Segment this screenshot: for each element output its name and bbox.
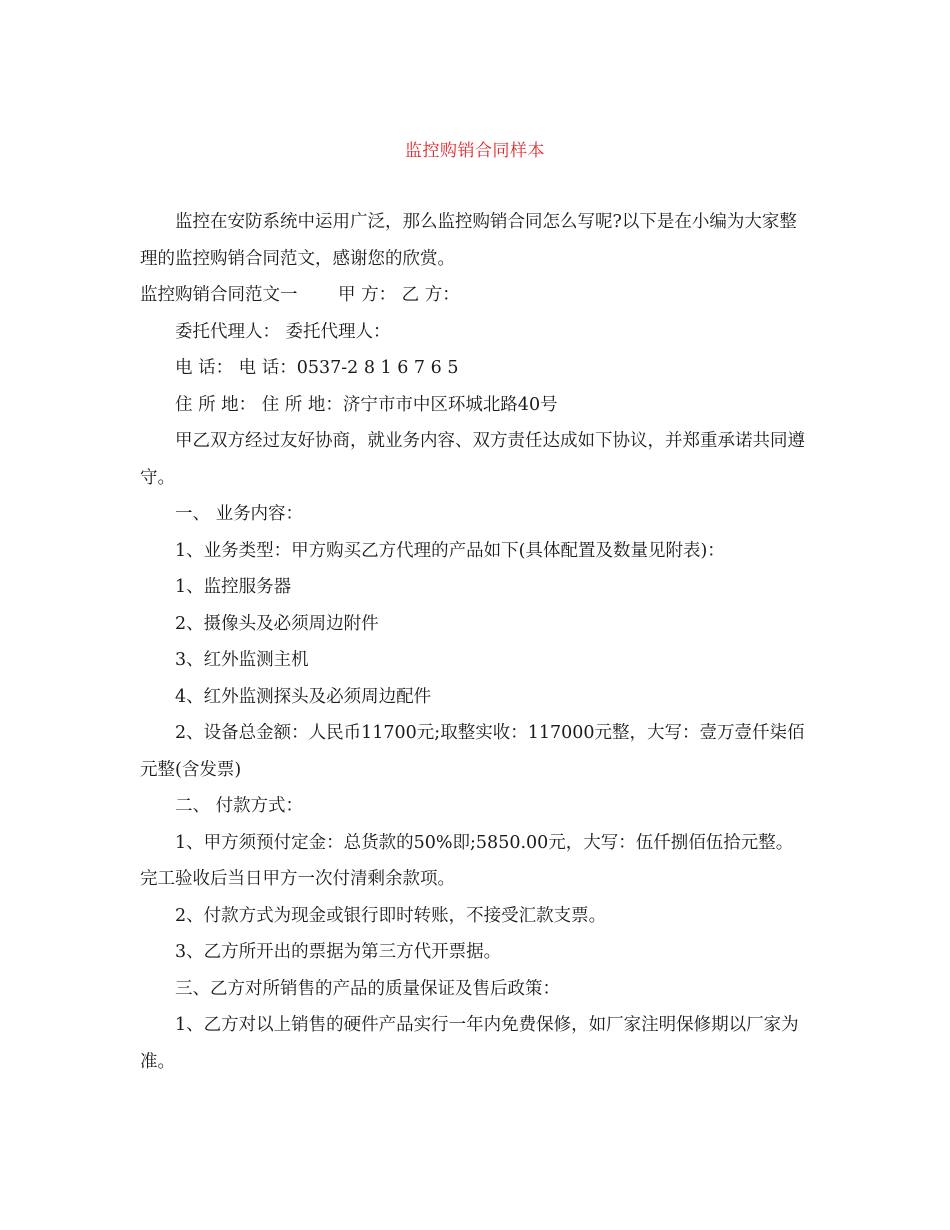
business-type-line: 1、业务类型：甲方购买乙方代理的产品如下(具体配置及数量见附表)： (175, 540, 725, 561)
document-body (140, 204, 812, 1080)
contract-header-line: 监控购销合同范文一 甲 方： 乙 方： (140, 285, 460, 305)
section-heading-2: 二、 付款方式： (175, 796, 304, 816)
warranty-paragraph: 1、乙方对以上销售的硬件产品实行一年内免费保修，如厂家注明保修期以厂家为准。 (140, 1015, 799, 1072)
address-line: 住 所 地： 住 所 地：济宁市市中区环城北路40号 (175, 394, 558, 415)
list-item: 3、红外监测主机 (175, 650, 309, 670)
list-item: 1、监控服务器 (175, 577, 292, 597)
intro-paragraph: 监控在安防系统中运用广泛，那么监控购销合同怎么写呢?以下是在小编为大家整理的监控购销合同范文，感谢您的欣赏。 (140, 212, 797, 269)
invoice-line: 3、乙方所开出的票据为第三方代开票据。 (175, 942, 502, 962)
agent-line: 委托代理人： 委托代理人： (175, 321, 391, 342)
section-heading-1: 一、 业务内容： (175, 504, 304, 524)
phone-line: 电 话： 电 话：0537-2 8 1 6 7 6 5 (175, 358, 459, 378)
payment-method-line: 2、付款方式为现金或银行即时转账，不接受汇款支票。 (175, 905, 607, 926)
document-title: 监控购销合同样本 (405, 141, 545, 161)
agreement-paragraph: 甲乙双方经过友好协商，就业务内容、双方责任达成如下协议，并郑重承诺共同遵守。 (140, 431, 805, 488)
total-amount-paragraph: 2、设备总金额：人民币11700元;取整实收：117000元整，大写：壹万壹仟柒佰元整(含发票) (140, 723, 805, 780)
section-heading-3: 三、乙方对所销售的产品的质量保证及售后政策： (175, 978, 560, 999)
list-item: 2、摄像头及必须周边附件 (175, 613, 379, 634)
list-item: 4、红外监测探头及必须周边配件 (175, 686, 432, 707)
deposit-paragraph: 1、甲方须预付定金：总货款的50%即;5850.00元，大写：伍仟捌佰伍拾元整。 完工验收后当日甲方一次付清剩余款项。 (140, 832, 794, 889)
